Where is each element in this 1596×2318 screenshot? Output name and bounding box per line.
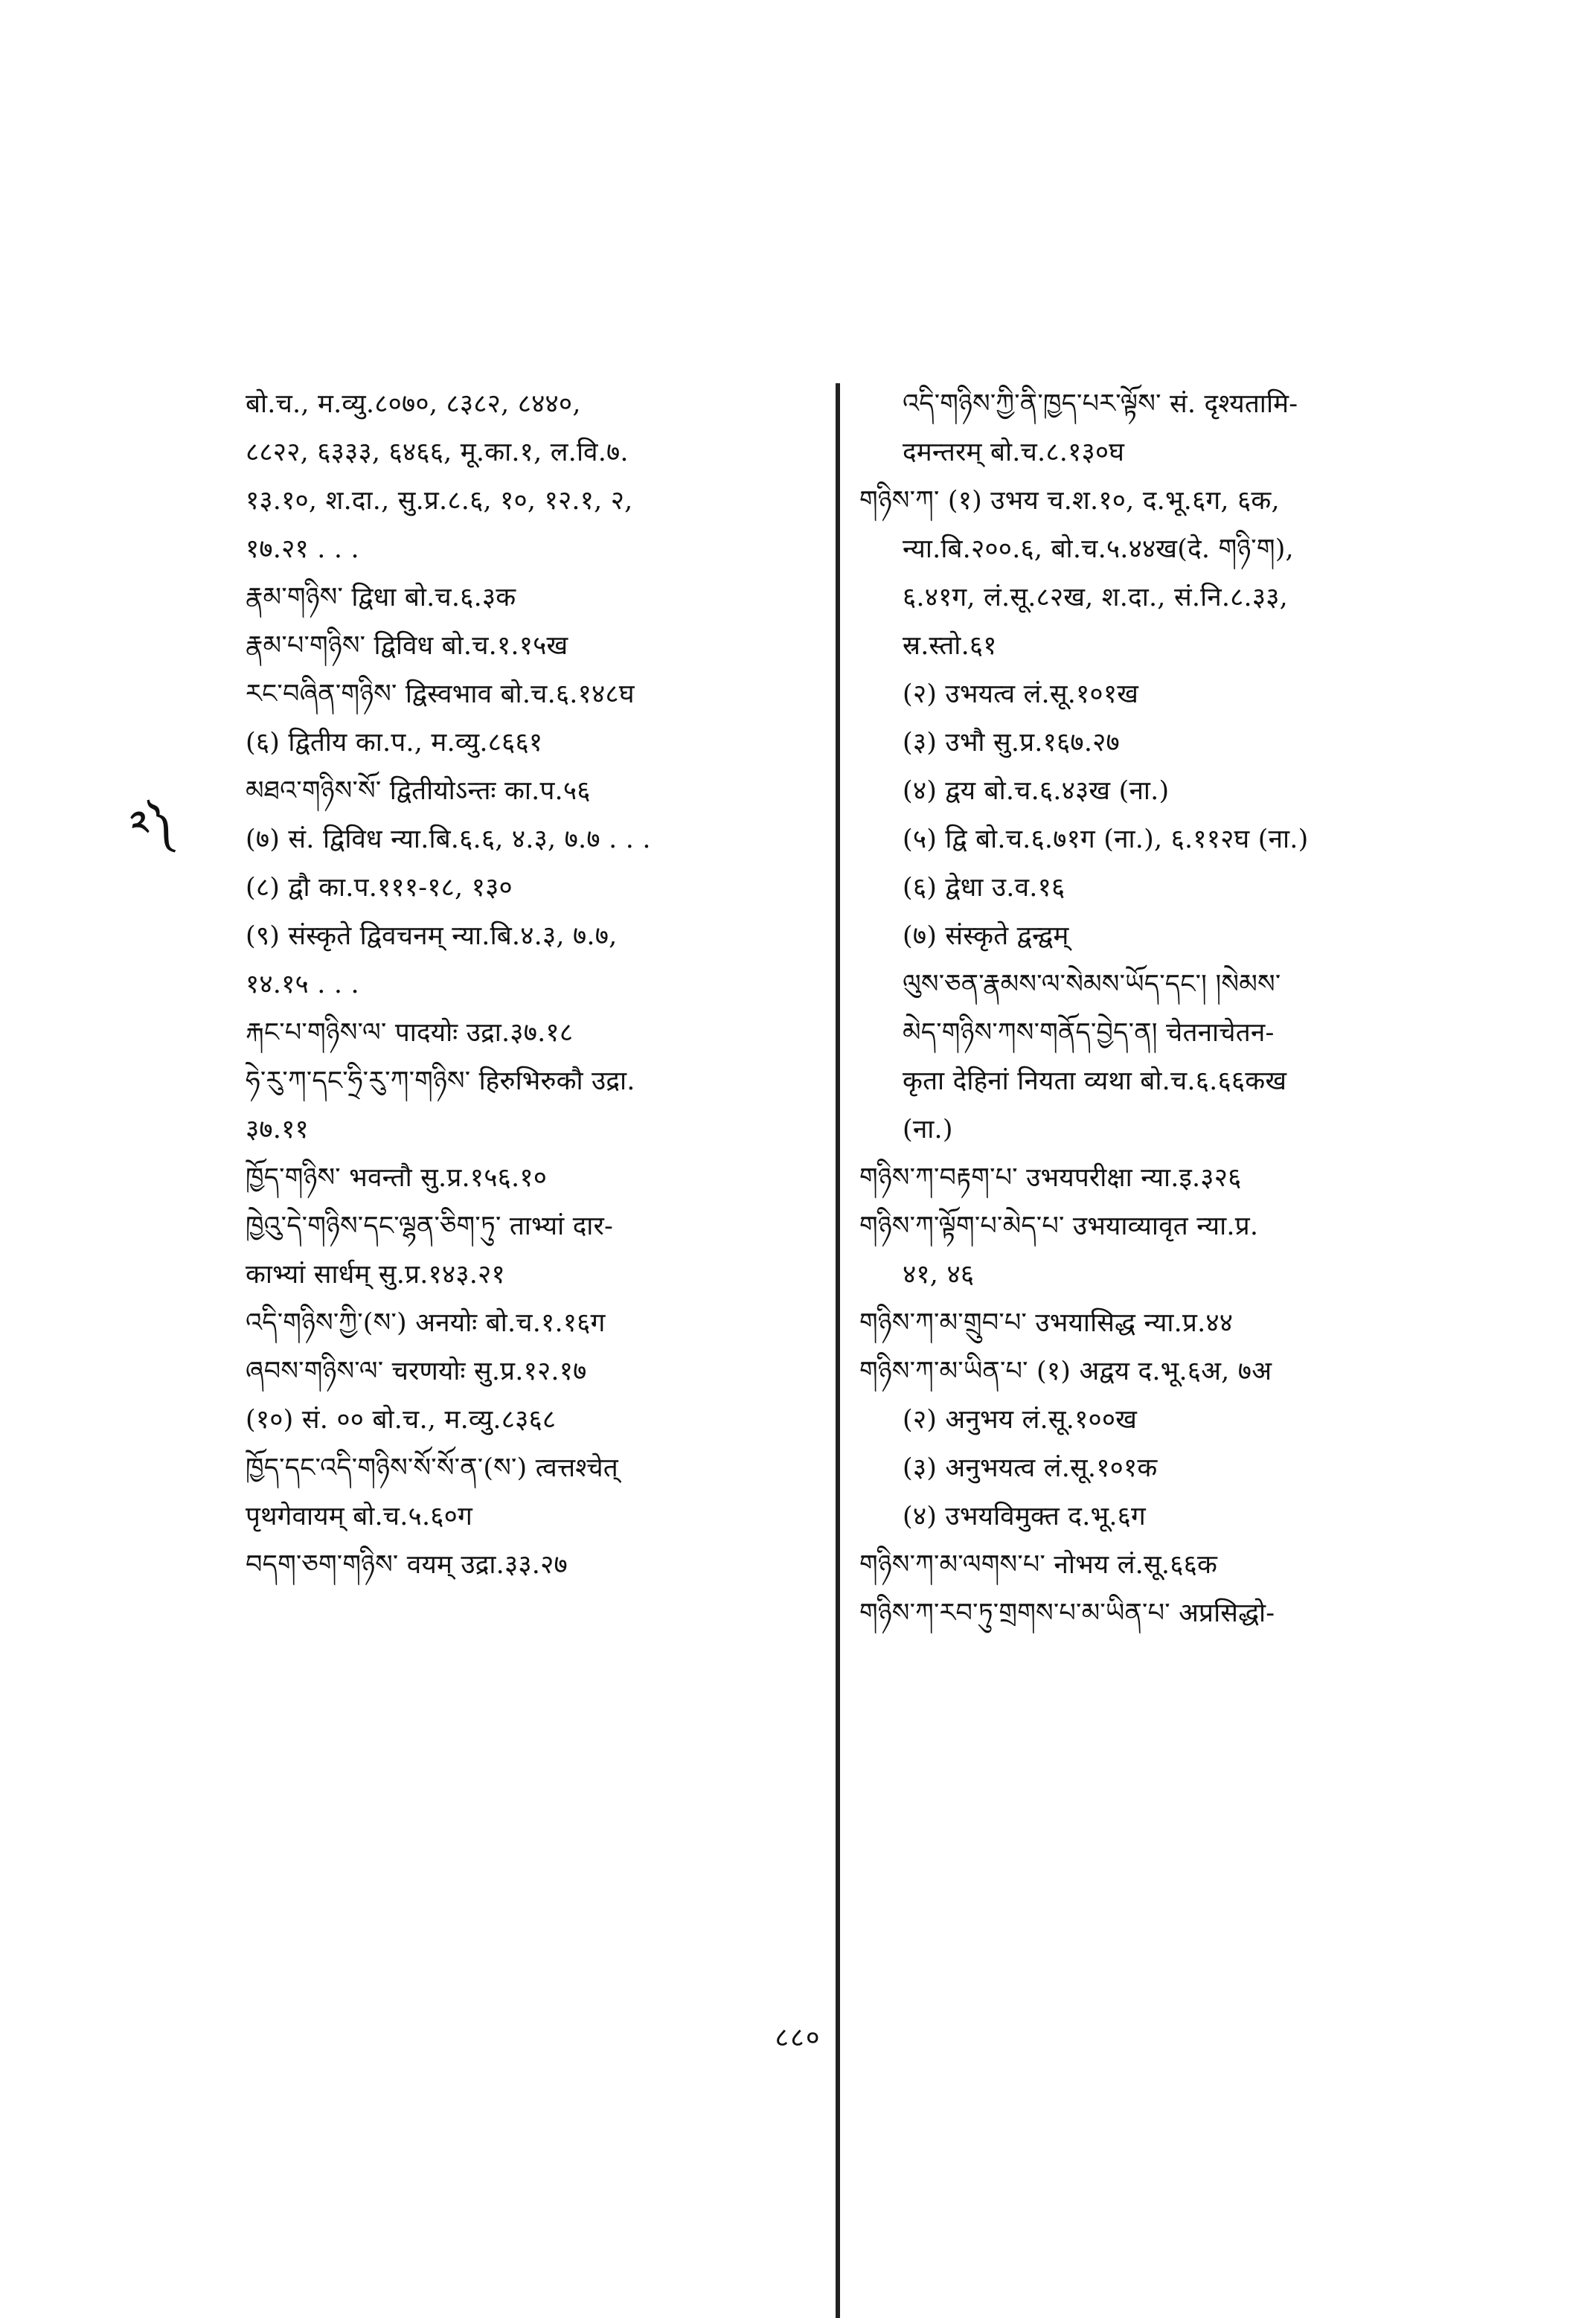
- dictionary-entry-line: རྣམ་གཉིས་ द्विधा बो.च.६.३क: [246, 583, 516, 612]
- dictionary-entry-line: दमन्तरम् बो.च.८.१३०घ: [903, 438, 1125, 467]
- dictionary-entry-line: (६) द्वितीय का.प., म.व्यु.८६६१: [246, 728, 543, 758]
- dictionary-entry-line: १७.२१ . . .: [246, 534, 359, 564]
- dictionary-entry-line: काभ्यां सार्धम् सु.प्र.१४३.२१: [246, 1260, 505, 1290]
- dictionary-entry-line: མཐའ་གཉིས་སོ་ द्वितीयोऽन्तः का.प.५६: [246, 776, 591, 806]
- dictionary-entry-line: (३) अनुभयत्व लं.सू.१०१क: [903, 1453, 1158, 1483]
- dictionary-entry-line: ཁྱོད་དང་འདི་གཉིས་སོ་སོ་ན་(ས་) त्वत्तश्चेत्: [246, 1453, 618, 1483]
- dictionary-entry-line: (२) अनुभय लं.सू.१००ख: [903, 1405, 1138, 1435]
- dictionary-entry-line: རྣམ་པ་གཉིས་ द्विविध बो.च.१.१५ख: [246, 631, 568, 661]
- dictionary-entry-line: न्या.बि.२००.६, बो.च.५.४४ख(दे. གཉི་ག),: [903, 534, 1294, 564]
- dictionary-entry-line: (ना.): [903, 1115, 953, 1144]
- right-column: [859, 387, 1455, 1645]
- dictionary-entry-line: གཉིས་ཀ་མ་ཡིན་པ་ (१) अद्वय द.भू.६अ, ७अ: [859, 1357, 1272, 1386]
- dictionary-entry-line: ४१, ४६: [903, 1260, 975, 1290]
- dictionary-entry-line: (३) उभौ सु.प्र.१६७.२७: [903, 728, 1120, 758]
- page-number: ८८०: [775, 2023, 821, 2053]
- gutter-mark: ༢༽: [130, 804, 173, 844]
- dictionary-entry-line: འདི་གཉིས་ཀྱི་ནི་ཁྱད་པར་ལྟོས་ सं. दृश्यतामि-: [903, 389, 1298, 419]
- dictionary-entry-line: གཉིས་ཀ་མ་གྲུབ་པ་ उभयासिद्ध न्या.प्र.४४: [859, 1308, 1234, 1338]
- dictionary-entry-line: कृता देहिनां नियता व्यथा बो.च.६.६६कख: [903, 1066, 1287, 1096]
- dictionary-entry-line: ८८२२, ६३३३, ६४६६, मू.का.१, ल.वि.७.: [246, 438, 629, 467]
- dictionary-entry-line: འདི་གཉིས་ཀྱི་(ས་) अनयोः बो.च.१.१६ग: [246, 1308, 606, 1338]
- dictionary-entry-line: पृथगेवायम् बो.च.५.६०ग: [246, 1502, 472, 1531]
- dictionary-entry-line: (७) सं. द्विविध न्या.बि.६.६, ४.३, ७.७ . . .: [246, 825, 651, 854]
- dictionary-entry-line: (४) द्वय बो.च.६.४३ख (ना.): [903, 776, 1170, 806]
- dictionary-entry-line: (५) द्वि बो.च.६.७१ग (ना.), ६.११२घ (ना.): [903, 825, 1309, 854]
- dictionary-entry-line: (६) द्वेधा उ.व.१६: [903, 873, 1065, 903]
- dictionary-entry-line: རང་བཞིན་གཉིས་ द्विस्वभाव बो.च.६.१४८घ: [246, 679, 635, 709]
- dictionary-entry-line: (७) संस्कृते द्वन्द्वम्: [903, 921, 1069, 951]
- dictionary-entry-line: ཁྱེའུ་དེ་གཉིས་དང་ལྷན་ཅིག་ཏུ་ ताभ्यां दार-: [246, 1211, 614, 1241]
- dictionary-entry-line: (२) उभयत्व लं.सू.१०१ख: [903, 679, 1139, 709]
- dictionary-entry-line: स्र.स्तो.६१: [903, 631, 997, 661]
- dictionary-entry-line: གཉིས་ཀ་ལྟོག་པ་མེད་པ་ उभयाव्यावृत न्या.प्र.: [859, 1211, 1259, 1241]
- dictionary-entry-line: ཧེ་རུ་ཀ་དང་ཧྲི་རུ་ཀ་གཉིས་ हिरुभिरुकौ उद्रा.: [246, 1066, 635, 1096]
- dictionary-entry-line: གཉིས་ཀ་མ་ལགས་པ་ नोभय लं.सू.६६क: [859, 1550, 1218, 1580]
- left-column: [246, 387, 833, 1596]
- dictionary-entry-line: གཉིས་ཀ་རབ་ཏུ་གྲགས་པ་མ་ཡིན་པ་ अप्रसिद्धो-: [859, 1598, 1275, 1628]
- dictionary-entry-line: ३७.११: [246, 1115, 309, 1144]
- dictionary-entry-line: རྐང་པ་གཉིས་ལ་ पादयोः उद्रा.३७.१८: [246, 1018, 574, 1048]
- dictionary-entry-line: (८) द्वौ का.प.१११-१८, १३०: [246, 873, 513, 903]
- dictionary-entry-line: (९) संस्कृते द्विवचनम् न्या.बि.४.३, ७.७,: [246, 921, 618, 951]
- dictionary-entry-line: बो.च., म.व्यु.८०७०, ८३८२, ८४४०,: [246, 389, 581, 419]
- dictionary-entry-line: མེད་གཉིས་ཀས་གནོད་བྱེད་ན། चेतनाचेतन-: [903, 1018, 1275, 1048]
- dictionary-entry-line: १३.१०, श.दा., सु.प्र.८.६, १०, १२.१, २,: [246, 486, 633, 516]
- dictionary-entry-line: གཉིས་ཀ་བརྟག་པ་ उभयपरीक्षा न्या.इ.३२६: [859, 1163, 1242, 1193]
- dictionary-entry-line: ཁྱོད་གཉིས་ भवन्तौ सु.प्र.१५६.१०: [246, 1163, 548, 1193]
- dictionary-entry-line: གཉིས་ཀ་ (१) उभय च.श.१०, द.भू.६ग, ६क,: [859, 486, 1280, 516]
- dictionary-entry-line: ལུས་ཅན་རྣམས་ལ་སེམས་ཡོད་དང་། །སེམས་: [903, 970, 1281, 999]
- dictionary-entry-line: (१०) सं. ०० बो.च., म.व्यु.८३६८: [246, 1405, 557, 1435]
- dictionary-entry-line: ཞབས་གཉིས་ལ་ चरणयोः सु.प्र.१२.१७: [246, 1357, 587, 1386]
- dictionary-entry-line: བདག་ཅག་གཉིས་ वयम् उद्रा.३३.२७: [246, 1550, 568, 1580]
- dictionary-entry-line: ६.४१ग, लं.सू.८२ख, श.दा., सं.नि.८.३३,: [903, 583, 1289, 612]
- dictionary-entry-line: १४.१५ . . .: [246, 970, 359, 999]
- dictionary-entry-line: (४) उभयविमुक्त द.भू.६ग: [903, 1502, 1146, 1531]
